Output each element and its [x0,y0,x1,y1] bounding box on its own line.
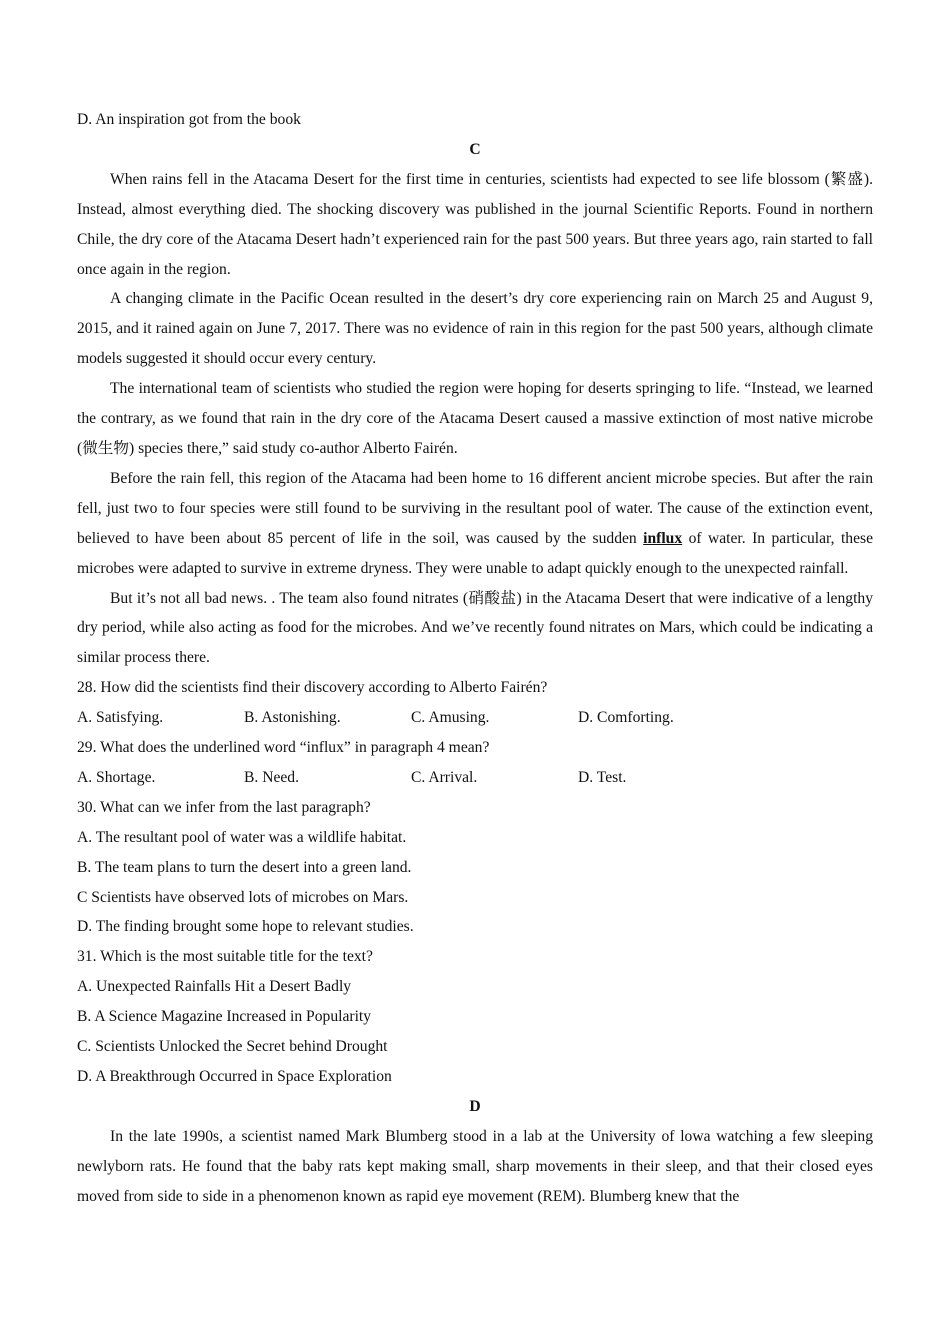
question-28-option-c: C. Amusing. [411,709,490,727]
previous-question-option-d: D. An inspiration got from the book [77,111,301,128]
question-30-option-d: D. The finding brought some hope to relevant studies. [77,918,414,936]
section-c-heading: C [469,140,481,158]
underlined-word-influx: influx [643,529,683,547]
section-c-paragraph-4 [77,464,873,584]
paragraph-4-text-before: Before the rain fell, this region of the Atacama had been home to 16 different ancient microbe species. But after the rain fell, just two to four species were still found to be surviving in the resultant pool of water. The cause of the extinction event, believed to have been about 85 percent of life in the soil, was caused by the sudden [77,469,873,547]
question-31-option-b: B. A Science Magazine Increased in Popularity [77,1008,372,1026]
section-c-paragraph-2: A changing climate in the Pacific Ocean resulted in the desert’s dry core experiencing rain on March 25 and August 9, 2015, and it rained again on June 7, 2017. There was no evidence of rain in this region for the past 500 years, although climate models suggested it should occur every century. [77,290,873,368]
section-c-paragraph-3: The international team of scientists who studied the region were hoping for deserts springing to life. “Instead, we learned the contrary, as we found that rain in the dry core of the Atacama Desert caused a massive extinction of most native microbe (微生物) species there,” said study co-author Alberto Fairén. [77,380,873,457]
question-28-options [77,703,873,733]
question-31-stem: 31. Which is the most suitable title for the text? [77,948,373,966]
section-c-paragraph-5: But it’s not all bad news. . The team also found nitrates (硝酸盐) in the Atacama Desert that were indicative of a lengthy dry period, while also acting as food for the microbes. And we’ve recently found nitrates on Mars, which could be indicating a similar process there. [77,589,873,667]
section-d-heading: D [469,1097,481,1115]
question-31-option-a: A. Unexpected Rainfalls Hit a Desert Badly [77,978,352,996]
question-30-option-a: A. The resultant pool of water was a wildlife habitat. [77,828,407,846]
question-29-options [77,763,873,793]
question-30-option-b: B. The team plans to turn the desert into a green land. [77,858,412,876]
question-29-option-b: B. Need. [244,768,299,786]
section-d-paragraph-1: In the late 1990s, a scientist named Mark Blumberg stood in a lab at the University of lowa watching a few sleeping newlyborn rats. He found that the baby rats kept making small, sharp movements in their sleep, and that their closed eyes moved from side to side in a phenomenon known as rapid eye movement (REM). Blumberg knew that the [77,1127,873,1205]
document-page [77,105,873,1212]
question-29-option-c: C. Arrival. [411,768,478,786]
question-29-option-a: A. Shortage. [77,768,156,786]
question-30-option-c: C Scientists have observed lots of microbes on Mars. [77,888,409,906]
question-28-option-a: A. Satisfying. [77,709,164,727]
question-28-option-d: D. Comforting. [578,709,674,727]
question-29-option-d: D. Test. [578,768,627,786]
question-31-option-d: D. A Breakthrough Occurred in Space Exploration [77,1068,392,1085]
question-28-stem: 28. How did the scientists find their discovery according to Alberto Fairén? [77,679,548,697]
section-c-paragraph-1: When rains fell in the Atacama Desert for the first time in centuries, scientists had expected to see life blossom (繁盛). Instead, almost everything died. The shocking discovery was published in the journal Scientific Reports. Found in northern Chile, the dry core of the Atacama Desert hadn’t experienced rain for the past 500 years. But three years ago, rain started to fall once again in the region. [77,170,873,278]
question-31-option-c: C. Scientists Unlocked the Secret behind Drought [77,1038,388,1056]
paragraph-4-text-after: of water. In particular, these microbes were adapted to survive in extreme dryness. They were unable to adapt quickly enough to the unexpected rainfall. [77,529,873,577]
question-28-option-b: B. Astonishing. [244,709,341,727]
question-29-stem: 29. What does the underlined word “influx” in paragraph 4 mean? [77,739,490,757]
question-30-stem: 30. What can we infer from the last paragraph? [77,798,371,816]
